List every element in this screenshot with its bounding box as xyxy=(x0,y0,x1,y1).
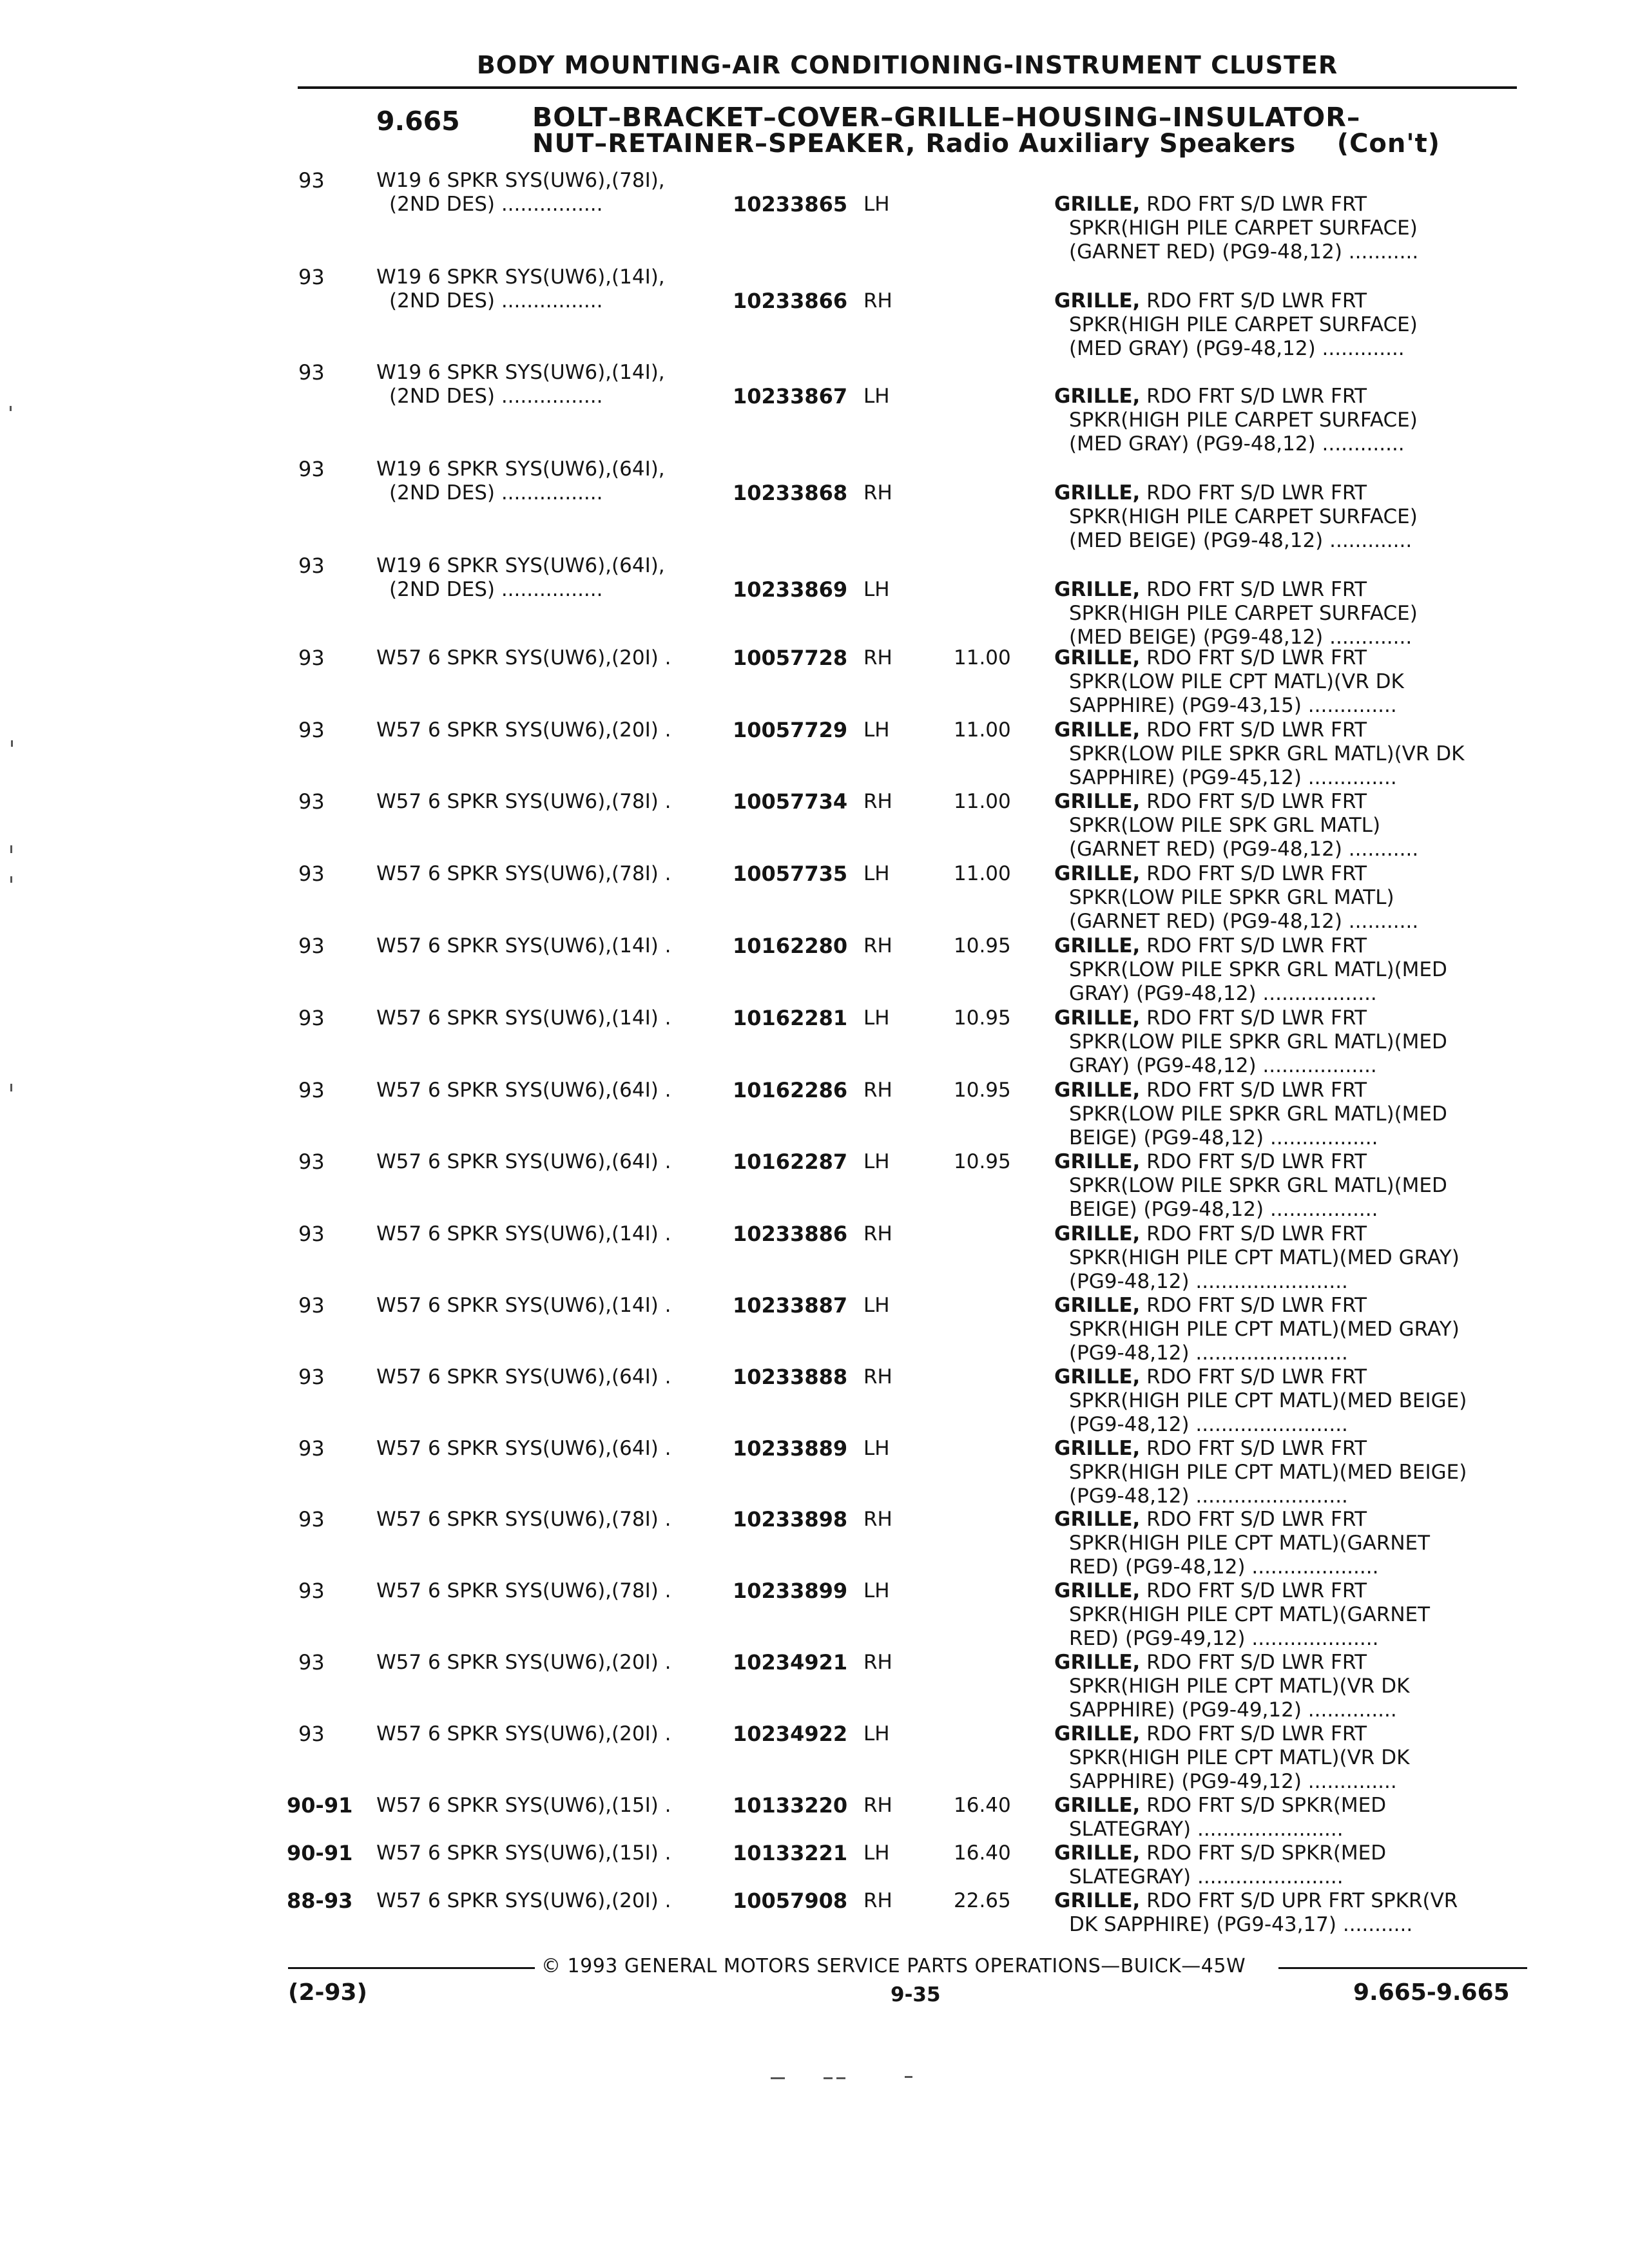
model-year: 90-91 xyxy=(287,1793,353,1818)
part-number: 10057728 xyxy=(733,646,848,670)
part-description-line3: GRAY) (PG9-48,12) .................. xyxy=(1069,982,1377,1005)
part-description xyxy=(1054,385,1367,408)
part-description-line2: SPKR(HIGH PILE CARPET SURFACE) xyxy=(1069,216,1418,240)
part-number: 10233887 xyxy=(733,1293,848,1318)
part-description-text: RDO FRT S/D LWR FRT xyxy=(1140,1508,1367,1531)
usage-description: W57 6 SPKR SYS(UW6),(78I) . xyxy=(376,1508,671,1531)
part-description-line2: DK SAPPHIRE) (PG9-43,17) ........... xyxy=(1069,1913,1413,1936)
part-description-line2: SPKR(HIGH PILE CPT MATL)(GARNET xyxy=(1069,1532,1431,1555)
usage-description: W57 6 SPKR SYS(UW6),(14I) . xyxy=(376,1294,671,1317)
list-price: 16.40 xyxy=(954,1794,1011,1817)
side-code: RH xyxy=(863,1651,892,1674)
part-number: 10233866 xyxy=(733,289,848,313)
model-year: 90-91 xyxy=(287,1841,353,1865)
side-code: LH xyxy=(863,718,890,742)
part-description xyxy=(1054,1294,1367,1317)
part-description-line2: SPKR(LOW PILE SPKR GRL MATL)(VR DK xyxy=(1069,742,1465,765)
part-description-text: RDO FRT S/D LWR FRT xyxy=(1140,1294,1367,1317)
part-description-line2: SPKR(HIGH PILE CPT MATL)(MED GRAY) xyxy=(1069,1318,1460,1341)
part-noun: GRILLE, xyxy=(1054,1794,1141,1817)
list-price: 11.00 xyxy=(954,718,1011,742)
part-description-text: RDO FRT S/D LWR FRT xyxy=(1140,578,1367,601)
part-description xyxy=(1054,1222,1367,1245)
part-description-line2: SPKR(LOW PILE SPKR GRL MATL)(MED xyxy=(1069,1174,1447,1197)
part-description-line3: SAPPHIRE) (PG9-49,12) .............. xyxy=(1069,1698,1397,1722)
part-description xyxy=(1054,862,1367,885)
usage-description: W57 6 SPKR SYS(UW6),(14I) . xyxy=(376,934,671,957)
part-number: 10057734 xyxy=(733,789,848,814)
part-description xyxy=(1054,1651,1367,1674)
part-description xyxy=(1054,718,1367,742)
model-year: 93 xyxy=(298,1579,325,1603)
part-description xyxy=(1054,289,1367,312)
side-code: RH xyxy=(863,790,892,813)
section-title-line1: BOLT–BRACKET–COVER–GRILLE–HOUSING–INSULATOR– xyxy=(532,102,1361,133)
model-year: 93 xyxy=(298,553,325,578)
part-description-line2: SPKR(HIGH PILE CARPET SURFACE) xyxy=(1069,505,1418,528)
part-description xyxy=(1054,934,1367,957)
part-description-line2: SPKR(LOW PILE SPKR GRL MATL)(MED xyxy=(1069,1030,1447,1053)
part-description xyxy=(1054,1365,1367,1389)
model-year: 93 xyxy=(298,718,325,742)
model-year: 93 xyxy=(298,1006,325,1030)
part-description-line2: SPKR(HIGH PILE CPT MATL)(VR DK xyxy=(1069,1675,1410,1698)
part-description-text: RDO FRT S/D UPR FRT SPKR(VR xyxy=(1140,1889,1458,1912)
part-description xyxy=(1054,1841,1386,1865)
part-noun: GRILLE, xyxy=(1054,578,1141,601)
side-code: LH xyxy=(863,1437,890,1460)
list-price: 10.95 xyxy=(954,1006,1011,1030)
part-description-line2: SPKR(HIGH PILE CPT MATL)(VR DK xyxy=(1069,1746,1410,1769)
model-year: 93 xyxy=(298,861,325,886)
part-noun: GRILLE, xyxy=(1054,646,1141,669)
part-description xyxy=(1054,578,1367,601)
footer-section-ref: 9.665-9.665 xyxy=(1353,1979,1510,2006)
usage-description-cont: (2ND DES) ................ xyxy=(389,385,603,408)
part-description-line3: (PG9-48,12) ........................ xyxy=(1069,1341,1348,1365)
usage-description: W19 6 SPKR SYS(UW6),(14I), xyxy=(376,265,665,289)
model-year: 93 xyxy=(298,1293,325,1318)
part-description-line3: (GARNET RED) (PG9-48,12) ........... xyxy=(1069,240,1419,264)
usage-description: W57 6 SPKR SYS(UW6),(78I) . xyxy=(376,862,671,885)
part-description-line3: RED) (PG9-48,12) .................... xyxy=(1069,1555,1379,1579)
part-description-text: RDO FRT S/D LWR FRT xyxy=(1140,646,1367,669)
section-continued: (Con't) xyxy=(1336,129,1441,159)
side-code: LH xyxy=(863,862,890,885)
usage-description: W57 6 SPKR SYS(UW6),(15I) . xyxy=(376,1794,671,1817)
part-description-text: RDO FRT S/D LWR FRT xyxy=(1140,1651,1367,1674)
part-description xyxy=(1054,1508,1367,1531)
usage-description: W57 6 SPKR SYS(UW6),(14I) . xyxy=(376,1222,671,1245)
part-description xyxy=(1054,193,1367,216)
usage-description: W19 6 SPKR SYS(UW6),(14I), xyxy=(376,361,665,384)
scan-speck xyxy=(11,740,13,747)
part-number: 10057729 xyxy=(733,718,848,742)
part-number: 10233888 xyxy=(733,1365,848,1389)
part-noun: GRILLE, xyxy=(1054,1222,1141,1245)
footer-rule-right xyxy=(1278,1967,1527,1969)
part-description xyxy=(1054,1437,1367,1460)
part-description xyxy=(1054,790,1367,813)
part-noun: GRILLE, xyxy=(1054,1294,1141,1317)
model-year: 93 xyxy=(298,168,325,193)
part-noun: GRILLE, xyxy=(1054,1889,1141,1912)
section-title-parts: NUT–RETAINER–SPEAKER, xyxy=(532,129,916,159)
part-number: 10057735 xyxy=(733,861,848,886)
part-description xyxy=(1054,646,1367,669)
part-description-text: RDO FRT S/D LWR FRT xyxy=(1140,934,1367,957)
model-year: 93 xyxy=(298,1365,325,1389)
part-number: 10233899 xyxy=(733,1579,848,1603)
part-number: 10133221 xyxy=(733,1841,848,1865)
model-year: 93 xyxy=(298,1222,325,1246)
model-year: 93 xyxy=(298,457,325,481)
header-rule xyxy=(298,86,1517,89)
part-number: 10233886 xyxy=(733,1222,848,1246)
side-code: RH xyxy=(863,1079,892,1102)
part-description-line3: (PG9-48,12) ........................ xyxy=(1069,1413,1348,1436)
usage-description: W19 6 SPKR SYS(UW6),(78I), xyxy=(376,169,665,192)
usage-description: W57 6 SPKR SYS(UW6),(64I) . xyxy=(376,1437,671,1460)
section-title-subject: Radio Auxiliary Speakers xyxy=(925,129,1296,159)
part-description-line2: SLATEGRAY) ....................... xyxy=(1069,1818,1344,1841)
list-price: 11.00 xyxy=(954,646,1011,669)
part-number: 10233868 xyxy=(733,481,848,505)
usage-description: W57 6 SPKR SYS(UW6),(64I) . xyxy=(376,1365,671,1389)
part-noun: GRILLE, xyxy=(1054,934,1141,957)
model-year: 93 xyxy=(298,1650,325,1675)
scan-speck xyxy=(10,845,12,853)
part-noun: GRILLE, xyxy=(1054,1150,1141,1173)
footer-page-number: 9-35 xyxy=(891,1983,941,2006)
usage-description: W57 6 SPKR SYS(UW6),(20I) . xyxy=(376,718,671,742)
part-description-line3: (MED BEIGE) (PG9-48,12) ............. xyxy=(1069,529,1412,552)
part-noun: GRILLE, xyxy=(1054,862,1141,885)
part-number: 10162281 xyxy=(733,1006,848,1030)
part-description xyxy=(1054,1794,1386,1817)
model-year: 93 xyxy=(298,1078,325,1102)
part-noun: GRILLE, xyxy=(1054,1508,1141,1531)
part-number: 10162280 xyxy=(733,934,848,958)
part-number: 10162286 xyxy=(733,1078,848,1102)
part-noun: GRILLE, xyxy=(1054,289,1141,312)
part-description-text: RDO FRT S/D LWR FRT xyxy=(1140,1437,1367,1460)
side-code: RH xyxy=(863,1508,892,1531)
part-description-line3: (MED GRAY) (PG9-48,12) ............. xyxy=(1069,337,1405,360)
list-price: 10.95 xyxy=(954,934,1011,957)
part-description-line3: (MED BEIGE) (PG9-48,12) ............. xyxy=(1069,626,1412,649)
scan-speck xyxy=(836,2077,845,2079)
part-description-text: RDO FRT S/D LWR FRT xyxy=(1140,385,1367,408)
part-description-line3: GRAY) (PG9-48,12) .................. xyxy=(1069,1054,1377,1077)
part-noun: GRILLE, xyxy=(1054,718,1141,742)
side-code: RH xyxy=(863,1222,892,1245)
part-description-text: RDO FRT S/D LWR FRT xyxy=(1140,1150,1367,1173)
list-price: 16.40 xyxy=(954,1841,1011,1865)
model-year: 93 xyxy=(298,1436,325,1461)
model-year: 93 xyxy=(298,1507,325,1532)
part-number: 10162287 xyxy=(733,1149,848,1174)
usage-description: W57 6 SPKR SYS(UW6),(20I) . xyxy=(376,1889,671,1912)
side-code: LH xyxy=(863,1294,890,1317)
side-code: LH xyxy=(863,578,890,601)
side-code: LH xyxy=(863,1579,890,1602)
part-noun: GRILLE, xyxy=(1054,385,1141,408)
usage-description-cont: (2ND DES) ................ xyxy=(389,578,603,601)
usage-description: W57 6 SPKR SYS(UW6),(14I) . xyxy=(376,1006,671,1030)
scan-speck xyxy=(905,2076,912,2078)
model-year: 93 xyxy=(298,265,325,289)
part-description-line2: SPKR(HIGH PILE CPT MATL)(GARNET xyxy=(1069,1603,1431,1626)
model-year: 93 xyxy=(298,1722,325,1746)
side-code: RH xyxy=(863,1889,892,1912)
part-description xyxy=(1054,1579,1367,1602)
list-price: 11.00 xyxy=(954,862,1011,885)
part-description-text: RDO FRT S/D LWR FRT xyxy=(1140,1579,1367,1602)
part-description-line2: SPKR(LOW PILE SPKR GRL MATL)(MED xyxy=(1069,958,1447,981)
part-description-text: RDO FRT S/D LWR FRT xyxy=(1140,718,1367,742)
side-code: RH xyxy=(863,1794,892,1817)
part-number: 10233867 xyxy=(733,384,848,408)
part-description-text: RDO FRT S/D LWR FRT xyxy=(1140,481,1367,505)
usage-description: W57 6 SPKR SYS(UW6),(20I) . xyxy=(376,1651,671,1674)
part-description-text: RDO FRT S/D LWR FRT xyxy=(1140,790,1367,813)
model-year: 88-93 xyxy=(287,1888,353,1913)
usage-description-cont: (2ND DES) ................ xyxy=(389,193,603,216)
part-noun: GRILLE, xyxy=(1054,1722,1141,1745)
side-code: RH xyxy=(863,289,892,312)
part-noun: GRILLE, xyxy=(1054,1651,1141,1674)
part-description xyxy=(1054,1722,1367,1745)
part-description-line3: (PG9-48,12) ........................ xyxy=(1069,1270,1348,1293)
part-noun: GRILLE, xyxy=(1054,1437,1141,1460)
part-noun: GRILLE, xyxy=(1054,1006,1141,1030)
part-description-line3: (GARNET RED) (PG9-48,12) ........... xyxy=(1069,838,1419,861)
part-description-line2: SLATEGRAY) ....................... xyxy=(1069,1865,1344,1888)
part-description-text: RDO FRT S/D LWR FRT xyxy=(1140,193,1367,216)
part-description xyxy=(1054,1006,1367,1030)
part-number: 10133220 xyxy=(733,1793,848,1818)
part-description xyxy=(1054,1889,1458,1912)
part-description-text: RDO FRT S/D SPKR(MED xyxy=(1140,1841,1387,1865)
scan-speck xyxy=(824,2077,833,2079)
side-code: RH xyxy=(863,1365,892,1389)
model-year: 93 xyxy=(298,646,325,670)
side-code: RH xyxy=(863,481,892,505)
usage-description: W57 6 SPKR SYS(UW6),(78I) . xyxy=(376,790,671,813)
part-description-text: RDO FRT S/D LWR FRT xyxy=(1140,1222,1367,1245)
section-title-line2 xyxy=(532,129,1440,159)
usage-description-cont: (2ND DES) ................ xyxy=(389,289,603,312)
footer-date: (2-93) xyxy=(288,1979,367,2006)
scan-speck xyxy=(10,1084,12,1091)
usage-description: W57 6 SPKR SYS(UW6),(64I) . xyxy=(376,1079,671,1102)
side-code: RH xyxy=(863,934,892,957)
scan-speck xyxy=(771,2077,785,2079)
usage-description: W57 6 SPKR SYS(UW6),(64I) . xyxy=(376,1150,671,1173)
side-code: LH xyxy=(863,1722,890,1745)
list-price: 10.95 xyxy=(954,1150,1011,1173)
part-number: 10233869 xyxy=(733,577,848,602)
part-description-line2: SPKR(LOW PILE SPK GRL MATL) xyxy=(1069,814,1381,837)
part-description-text: RDO FRT S/D LWR FRT xyxy=(1140,1079,1367,1102)
part-description-text: RDO FRT S/D LWR FRT xyxy=(1140,1722,1367,1745)
part-description-line2: SPKR(HIGH PILE CPT MATL)(MED BEIGE) xyxy=(1069,1461,1467,1484)
scan-speck xyxy=(10,406,12,411)
part-description-line3: BEIGE) (PG9-48,12) ................. xyxy=(1069,1126,1378,1149)
part-description-line3: SAPPHIRE) (PG9-45,12) .............. xyxy=(1069,766,1397,789)
part-noun: GRILLE, xyxy=(1054,790,1141,813)
side-code: LH xyxy=(863,193,890,216)
part-noun: GRILLE, xyxy=(1054,1579,1141,1602)
scan-speck xyxy=(10,876,12,883)
list-price: 22.65 xyxy=(954,1889,1011,1912)
part-description-text: RDO FRT S/D LWR FRT xyxy=(1140,289,1367,312)
side-code: LH xyxy=(863,1841,890,1865)
part-description-line2: SPKR(LOW PILE CPT MATL)(VR DK xyxy=(1069,670,1404,693)
part-description-line3: (GARNET RED) (PG9-48,12) ........... xyxy=(1069,910,1419,933)
model-year: 93 xyxy=(298,934,325,958)
part-description-line2: SPKR(HIGH PILE CARPET SURFACE) xyxy=(1069,602,1418,625)
part-description xyxy=(1054,481,1367,505)
part-description-line2: SPKR(LOW PILE SPKR GRL MATL) xyxy=(1069,886,1394,909)
part-noun: GRILLE, xyxy=(1054,1841,1141,1865)
section-number: 9.665 xyxy=(376,106,460,137)
part-description-line2: SPKR(HIGH PILE CARPET SURFACE) xyxy=(1069,313,1418,336)
side-code: RH xyxy=(863,646,892,669)
list-price: 10.95 xyxy=(954,1079,1011,1102)
side-code: LH xyxy=(863,385,890,408)
part-description-line3: SAPPHIRE) (PG9-43,15) .............. xyxy=(1069,694,1397,717)
part-description-line3: SAPPHIRE) (PG9-49,12) .............. xyxy=(1069,1770,1397,1793)
usage-description: W57 6 SPKR SYS(UW6),(20I) . xyxy=(376,1722,671,1745)
part-description-text: RDO FRT S/D LWR FRT xyxy=(1140,862,1367,885)
usage-description: W57 6 SPKR SYS(UW6),(20I) . xyxy=(376,646,671,669)
part-description-text: RDO FRT S/D LWR FRT xyxy=(1140,1006,1367,1030)
part-number: 10234921 xyxy=(733,1650,848,1675)
side-code: LH xyxy=(863,1150,890,1173)
model-year: 93 xyxy=(298,1149,325,1174)
footer-rule-left xyxy=(288,1967,535,1969)
side-code: LH xyxy=(863,1006,890,1030)
usage-description-cont: (2ND DES) ................ xyxy=(389,481,603,505)
part-noun: GRILLE, xyxy=(1054,1079,1141,1102)
part-description-line2: SPKR(HIGH PILE CARPET SURFACE) xyxy=(1069,408,1418,432)
part-description-line3: RED) (PG9-49,12) .................... xyxy=(1069,1627,1379,1650)
part-number: 10234922 xyxy=(733,1722,848,1746)
part-number: 10233898 xyxy=(733,1507,848,1532)
usage-description: W57 6 SPKR SYS(UW6),(15I) . xyxy=(376,1841,671,1865)
part-description-line2: SPKR(HIGH PILE CPT MATL)(MED GRAY) xyxy=(1069,1246,1460,1269)
part-description-line3: (PG9-48,12) ........................ xyxy=(1069,1485,1348,1508)
part-noun: GRILLE, xyxy=(1054,193,1141,216)
part-description-text: RDO FRT S/D LWR FRT xyxy=(1140,1365,1367,1389)
list-price: 11.00 xyxy=(954,790,1011,813)
usage-description: W57 6 SPKR SYS(UW6),(78I) . xyxy=(376,1579,671,1602)
part-number: 10233865 xyxy=(733,192,848,216)
part-description-text: RDO FRT S/D SPKR(MED xyxy=(1140,1794,1387,1817)
part-noun: GRILLE, xyxy=(1054,1365,1141,1389)
usage-description: W19 6 SPKR SYS(UW6),(64I), xyxy=(376,457,665,481)
footer-copyright: © 1993 GENERAL MOTORS SERVICE PARTS OPERATIONS—BUICK—45W xyxy=(541,1955,1246,1977)
page-header-title: BODY MOUNTING-AIR CONDITIONING-INSTRUMENT CLUSTER xyxy=(476,51,1338,79)
part-description-line3: BEIGE) (PG9-48,12) ................. xyxy=(1069,1198,1378,1221)
part-description-line2: SPKR(LOW PILE SPKR GRL MATL)(MED xyxy=(1069,1102,1447,1126)
part-description-line2: SPKR(HIGH PILE CPT MATL)(MED BEIGE) xyxy=(1069,1389,1467,1412)
part-noun: GRILLE, xyxy=(1054,481,1141,505)
model-year: 93 xyxy=(298,360,325,385)
part-description xyxy=(1054,1079,1367,1102)
part-number: 10233889 xyxy=(733,1436,848,1461)
part-description-line3: (MED GRAY) (PG9-48,12) ............. xyxy=(1069,432,1405,456)
part-description xyxy=(1054,1150,1367,1173)
model-year: 93 xyxy=(298,789,325,814)
part-number: 10057908 xyxy=(733,1888,848,1913)
usage-description: W19 6 SPKR SYS(UW6),(64I), xyxy=(376,554,665,577)
